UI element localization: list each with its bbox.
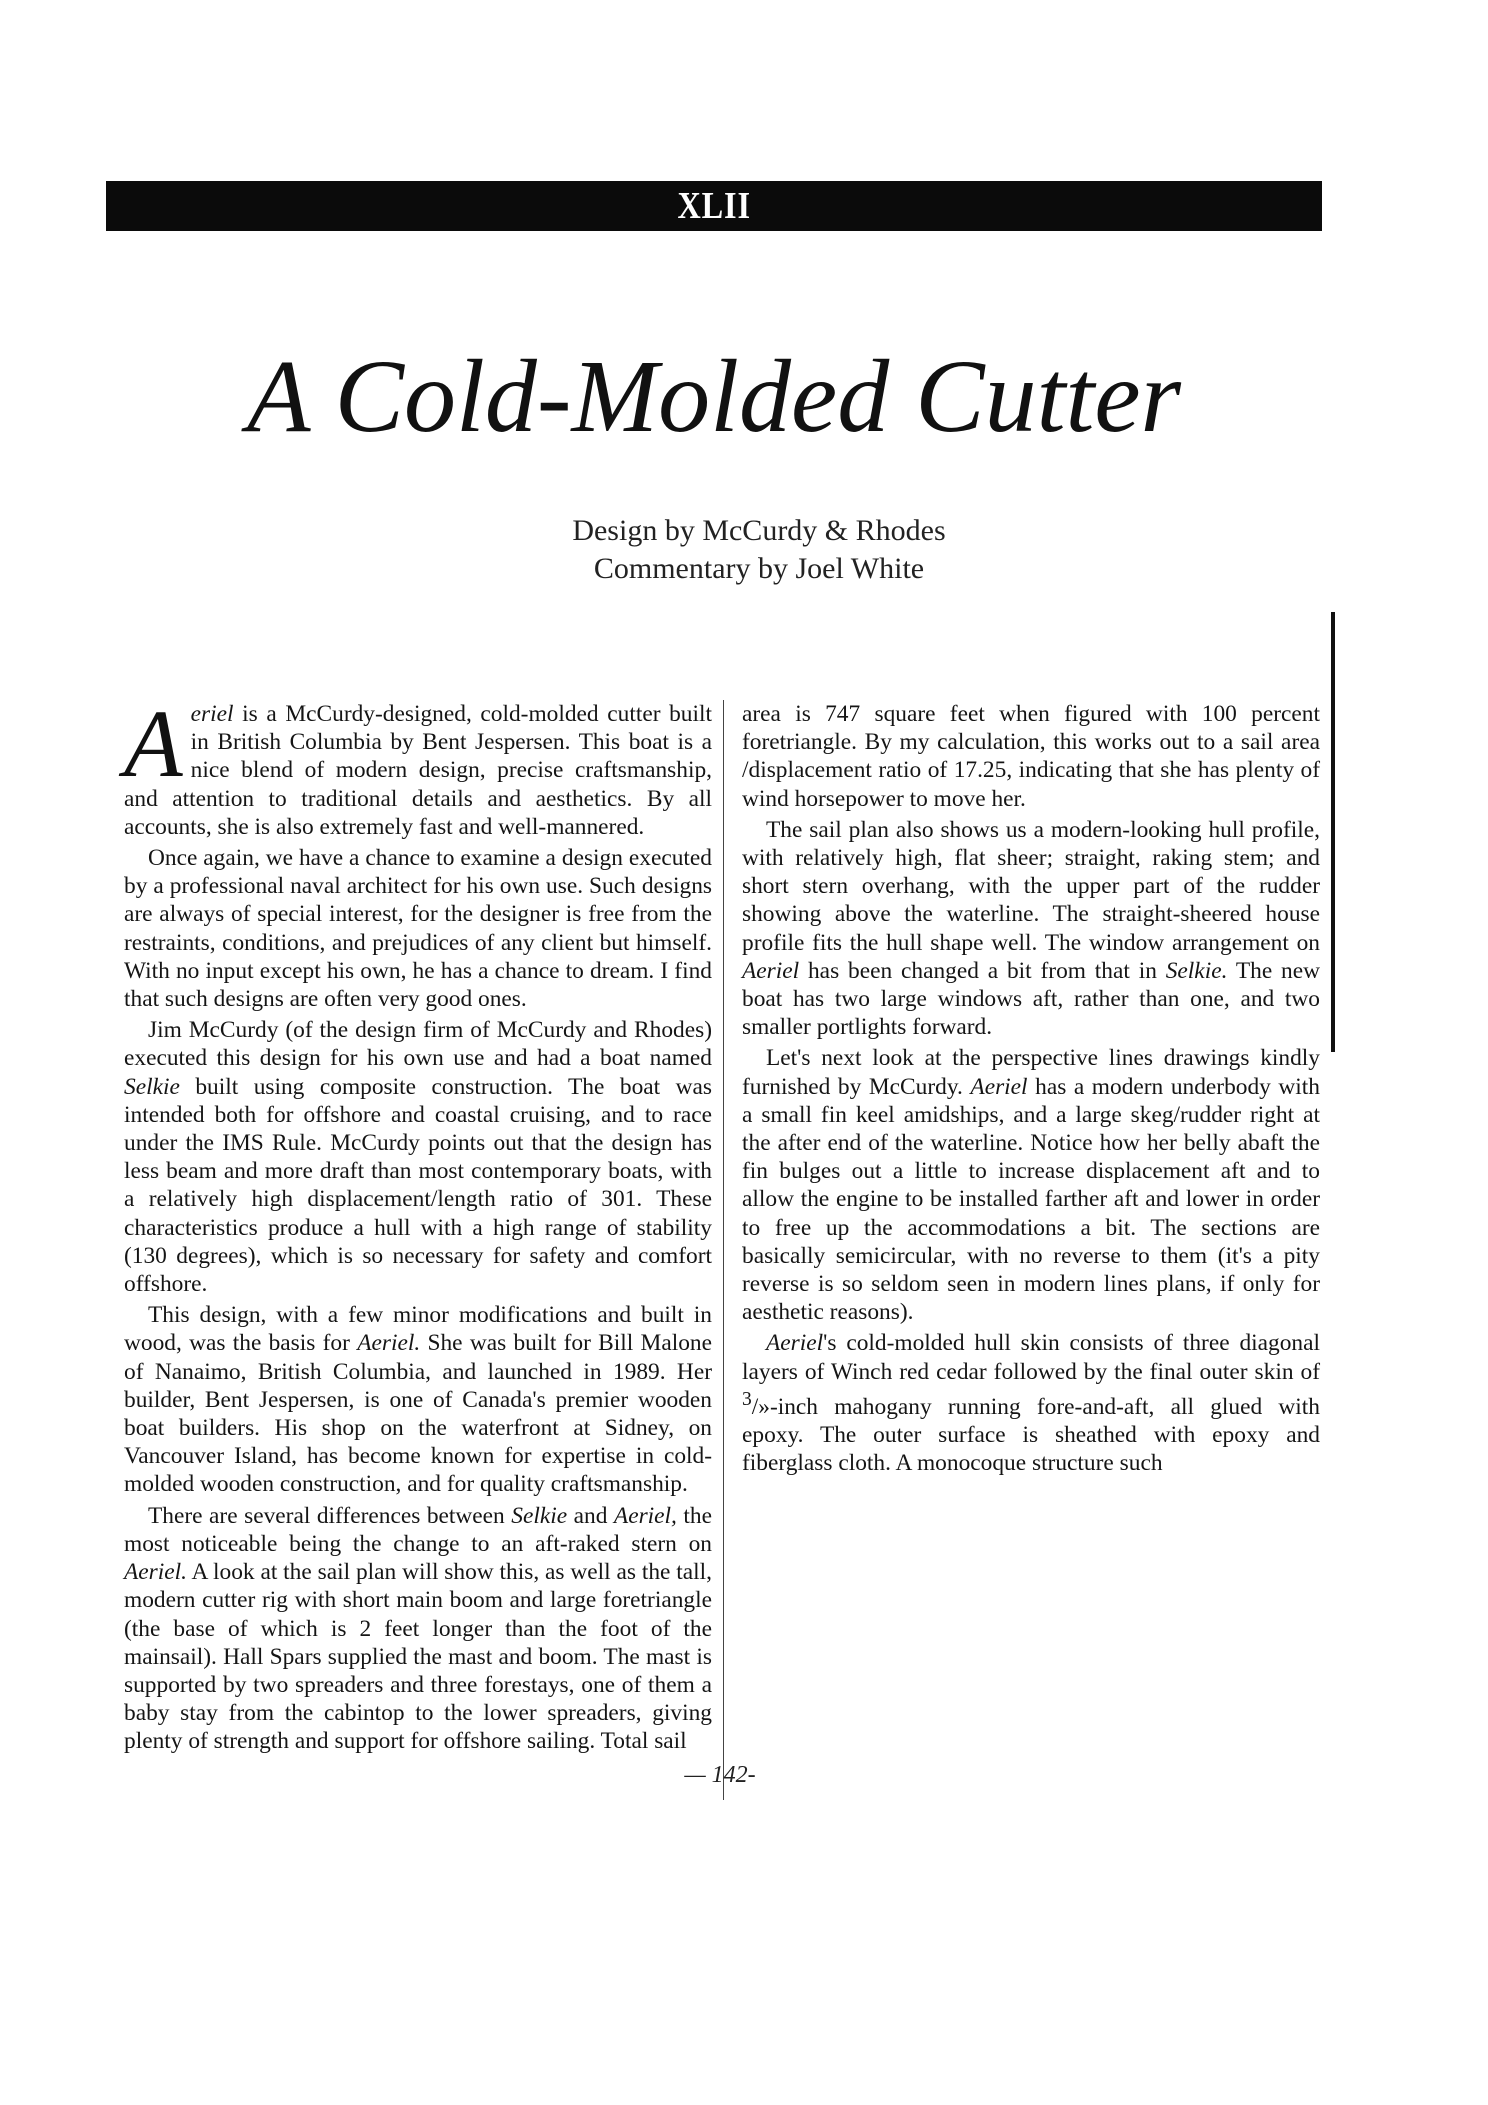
paragraph-text: Jim McCurdy (of the design firm of McCurdy and Rhodes) executed this design for his own use and had a boat named bbox=[124, 1017, 712, 1072]
boat-name: eriel bbox=[190, 701, 234, 727]
paragraph-text: 's cold-molded hull skin consists of three diagonal layers of Winch red cedar followed by the final outer skin of bbox=[742, 1330, 1320, 1385]
body-column-right bbox=[742, 700, 1320, 1480]
body-paragraph bbox=[124, 1301, 712, 1498]
paragraph-text: and bbox=[567, 1502, 614, 1529]
body-paragraph bbox=[742, 1044, 1320, 1326]
paragraph-text: A look at the sail plan will show this, as well as the tall, modern cutter rig with short main boom and large foretriangle (the base of which is 2 feet longer than the foot of the mainsail). Hall Spars supplied the mast and boom. The mast is supported by two spreaders and three forestays, one of them a baby stay from the cabintop to the lower spreaders, giving plenty of strength and support for offshore sailing. Total sail bbox=[124, 1559, 712, 1755]
paragraph-text: has a modern underbody with a small fin keel amidships, and a large skeg/rudder right at the after end of the waterline. Notice how her belly abaft the fin bulges out a little to increase displacement aft and to allow the engine to be installed farther aft and lower in order to free up the accommodations a bit. The sections are basically semicircular, with no reverse to them (it's a pity reverse is so seldom seen in modern lines plans, if only for aesthetic reasons). bbox=[742, 1073, 1321, 1326]
paragraph-text: area is 747 square feet when figured with 100 percent foretriangle. By my calculation, this works out to a sail area /displacement ratio of 17.25, indicating that she has plenty of wind horsepower to move her. bbox=[742, 701, 1320, 812]
paragraph-text: /»-inch mahogany running fore-and-aft, all glued with epoxy. The outer surface is sheathed with epoxy and fiberglass cloth. A monocoque structure such bbox=[742, 1393, 1320, 1477]
body-paragraph-continued bbox=[742, 700, 1320, 813]
chapter-title: A Cold-Molded Cutter bbox=[246, 339, 1182, 454]
paragraph-text: The new boat has two large windows aft, rather than one, and two smaller portlights forward. bbox=[742, 957, 1321, 1041]
paragraph-text: She was built for Bill Malone of Nanaimo, British Columbia, and launched in 1989. Her builder, Bent Jespersen, is one of Canada's premier wooden boat builders. His shop on the waterfront at Sidney, on Vancouver Island, has become known for expertise in cold-molded wooden construction, and for quality craftsmanship. bbox=[124, 1330, 713, 1498]
body-column-left bbox=[124, 690, 713, 1759]
body-paragraph bbox=[124, 1016, 712, 1298]
commentary-credit: Commentary by Joel White bbox=[593, 552, 925, 585]
boat-name: Aeriel bbox=[742, 957, 800, 984]
paragraph-text: is a McCurdy-designed, cold-molded cutter built in British Columbia by Bent Jespersen. This boat is a nice blend of modern design, precise craftsmanship, and attention to traditional details and aesthetics. By all accounts, she is also extremely fast and well-mannered. bbox=[124, 701, 712, 840]
column-divider bbox=[723, 700, 724, 1800]
boat-name: Aeriel bbox=[766, 1330, 824, 1357]
boat-name: Selkie bbox=[124, 1073, 180, 1100]
page-number: — 142- bbox=[684, 1762, 756, 1788]
paragraph-text: built using composite construction. The boat was intended both for offshore and coastal cruising, and to race under the IMS Rule. McCurdy points out that the design has less beam and more draft than most contemporary boats, with a relatively high displacement/length ratio of 301. These characteristics produce a hull with a high range of stability (130 degrees), which is so necessary for safety and comfort offshore. bbox=[124, 1073, 712, 1298]
boat-name: Selkie. bbox=[1165, 957, 1228, 984]
margin-rule bbox=[1331, 612, 1335, 1052]
chapter-number: XLII bbox=[677, 185, 751, 227]
boat-name: Aeriel. bbox=[124, 1559, 187, 1586]
body-paragraph bbox=[742, 1329, 1320, 1477]
paragraph-text: the most noticeable being the change to an aft-raked stern on bbox=[124, 1502, 712, 1557]
paragraph-text: The sail plan also shows us a modern-looking hull profile, with relatively high, flat sheer; straight, raking stem; and short stern overhang, with the upper part of the rudder showing above the waterline. The straight-sheered house profile fits the hull shape well. The window arrangement on bbox=[742, 816, 1320, 956]
body-paragraph bbox=[124, 1502, 712, 1756]
body-paragraph bbox=[124, 690, 712, 841]
boat-name: Selkie bbox=[511, 1502, 568, 1529]
body-paragraph bbox=[742, 816, 1320, 1042]
boat-name: Aeriel. bbox=[357, 1330, 421, 1357]
chapter-number-bar bbox=[106, 181, 1322, 231]
paragraph-text: has been changed a bit from that in bbox=[799, 957, 1166, 984]
boat-name: Aeriel bbox=[970, 1073, 1028, 1100]
paragraph-text: This design, with a few minor modifications and built in wood, was the basis for bbox=[124, 1302, 712, 1357]
credits bbox=[106, 512, 1322, 588]
paragraph-text: There are several differences between bbox=[148, 1502, 512, 1529]
design-credit: Design by McCurdy & Rhodes bbox=[572, 514, 946, 547]
boat-name: Aeriel, bbox=[613, 1502, 677, 1529]
body-paragraph: Once again, we have a chance to examine a design executed by a professional naval architect for his own use. Such designs are always of special interest, for the designer is free from the restraints, conditions, and prejudices of any client but himself. With no input except his own, he has a chance to dream. I find that such designs are often very good ones. bbox=[124, 845, 712, 1013]
paragraph-text: Let's next look at the perspective lines drawings kindly furnished by McCurdy. bbox=[742, 1045, 1320, 1100]
drop-cap: A bbox=[124, 690, 183, 797]
fraction-numerator: 3 bbox=[742, 1388, 752, 1410]
